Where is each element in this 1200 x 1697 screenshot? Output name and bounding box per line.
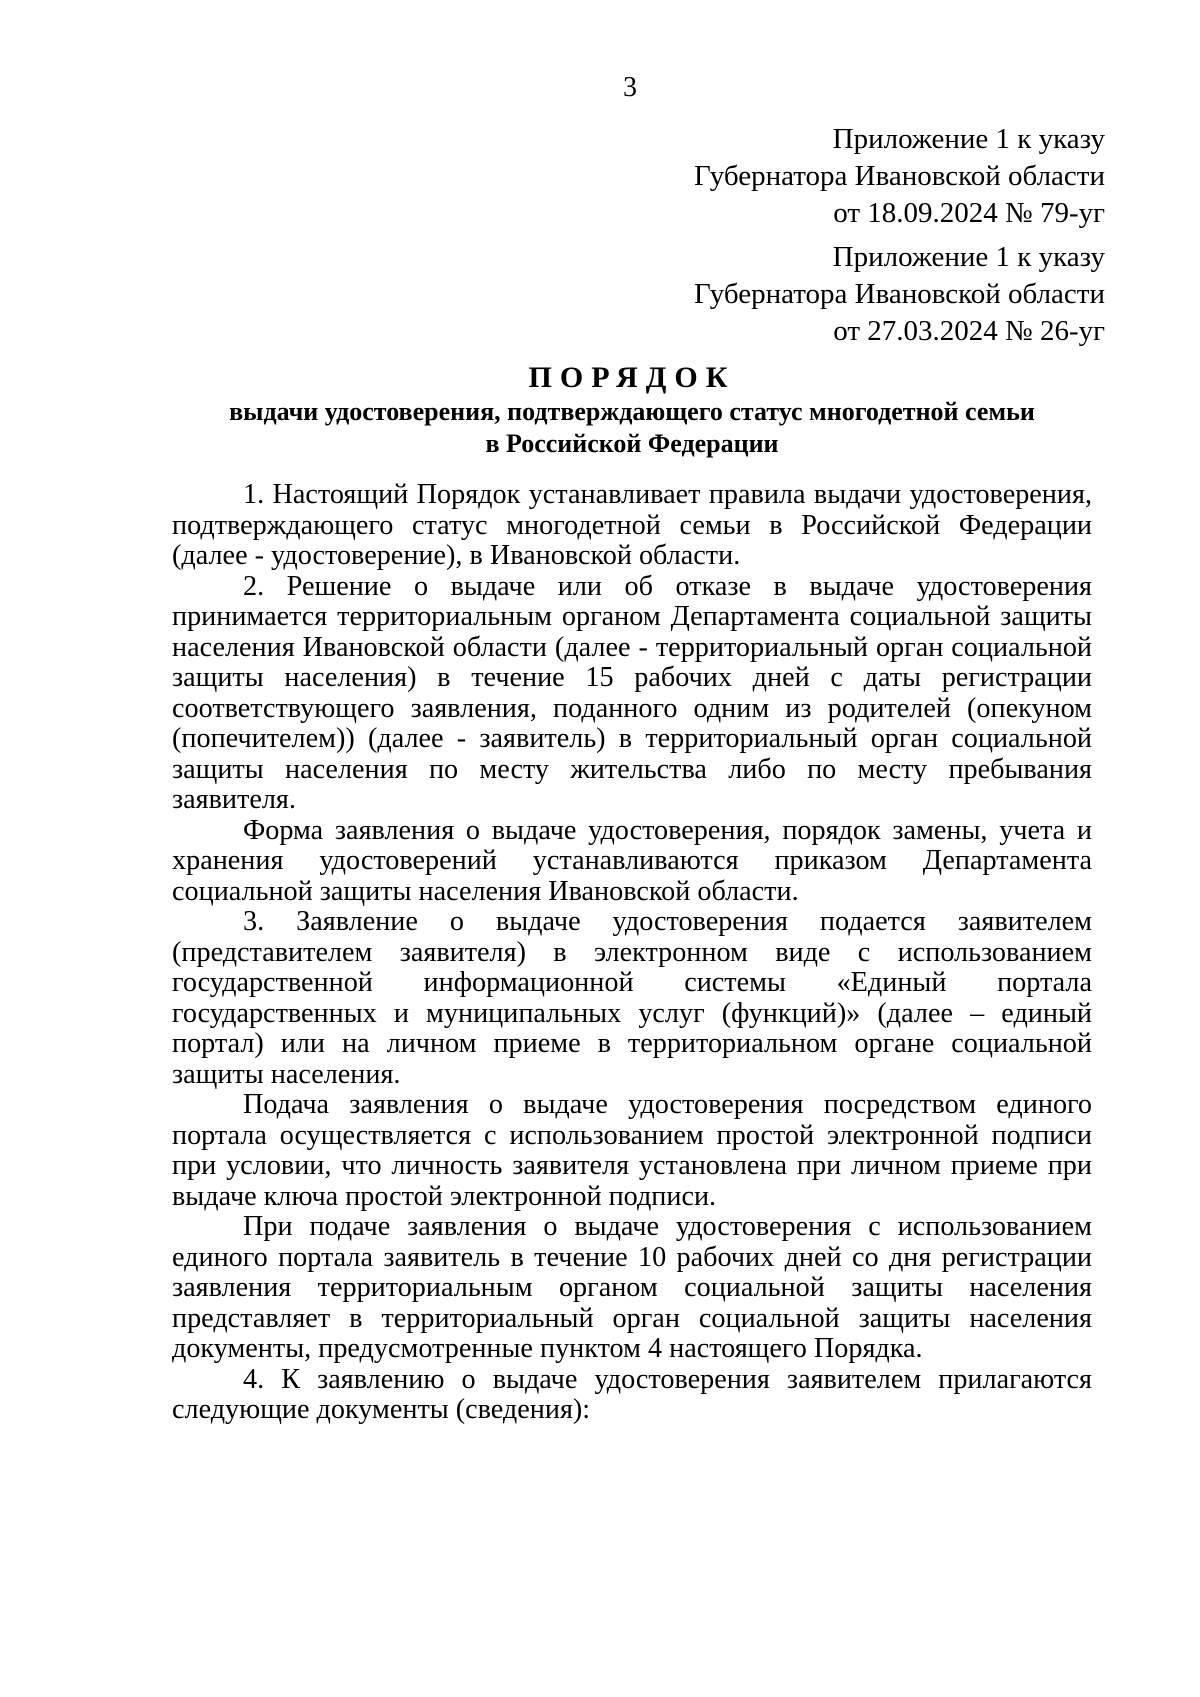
- paragraph-1: 1. Настоящий Порядок устанавливает правила выдачи удостоверения, подтверждающего статус многодетной семьи в Российской Федерации (далее - удостоверение), в Ивановской области.: [172, 479, 1092, 571]
- annex-header-previous: [585, 239, 1105, 350]
- annex-header-current: [585, 121, 1105, 232]
- paragraph-2-form: Форма заявления о выдаче удостоверения, порядок замены, учета и хранения удостоверений устанавливаются приказом Департамента социальной защиты населения Ивановской области.: [172, 814, 1092, 907]
- annex-line: Приложение 1 к указу: [832, 123, 1105, 155]
- document-title: ПОРЯДОК: [528, 361, 736, 394]
- annex-line: от 18.09.2024 № 79-уг: [833, 197, 1105, 229]
- annex-line: от 27.03.2024 № 26-уг: [833, 315, 1105, 347]
- annex-line: Губернатора Ивановской области: [694, 160, 1105, 192]
- document-body: [172, 480, 1092, 1426]
- document-title-block: [172, 360, 1092, 460]
- annex-line: Губернатора Ивановской области: [694, 278, 1105, 310]
- annex-line: Приложение 1 к указу: [832, 241, 1105, 273]
- paragraph-3: 3. Заявление о выдаче удостоверения подается заявителем (представителем заявителя) в электронном виде с использованием государственной информационной системы «Единый портала государственных и муниципальных услуг (функций)» (далее – единый портал) или на личном приеме в территориальном органе социальной защиты населения.: [172, 906, 1092, 1090]
- document-subtitle-line: в Российской Федерации: [485, 429, 779, 458]
- paragraph-3-documents: При подаче заявления о выдаче удостоверения с использованием единого портала заявитель в течение 10 рабочих дней со дня регистрации заявления территориальным органом социальной защиты населения представляет в территориальный орган социальной защиты населения документы, предусмотренные пунктом 4 настоящего Порядка.: [172, 1211, 1092, 1364]
- paragraph-2: 2. Решение о выдаче или об отказе в выдаче удостоверения принимается территориальным органом Департамента социальной защиты населения Ивановской области (далее - территориальный орган социальной защиты населения) в течение 15 рабочих дней с даты регистрации соответствующего заявления, поданного одним из родителей (опекуном (попечителем)) (далее - заявитель) в территориальный орган социальной защиты населения по месту жительства либо по месту пребывания заявителя.: [172, 570, 1092, 815]
- page-number: 3: [623, 72, 637, 103]
- document-subtitle-line: выдачи удостоверения, подтверждающего статус многодетной семьи: [229, 397, 1035, 426]
- paragraph-4: 4. К заявлению о выдаче удостоверения заявителем прилагаются следующие документы (сведения):: [172, 1363, 1092, 1425]
- paragraph-3-portal: Подача заявления о выдаче удостоверения посредством единого портала осуществляется с использованием простой электронной подписи при условии, что личность заявителя установлена при личном приеме при выдаче ключа простой электронной подписи.: [172, 1089, 1092, 1212]
